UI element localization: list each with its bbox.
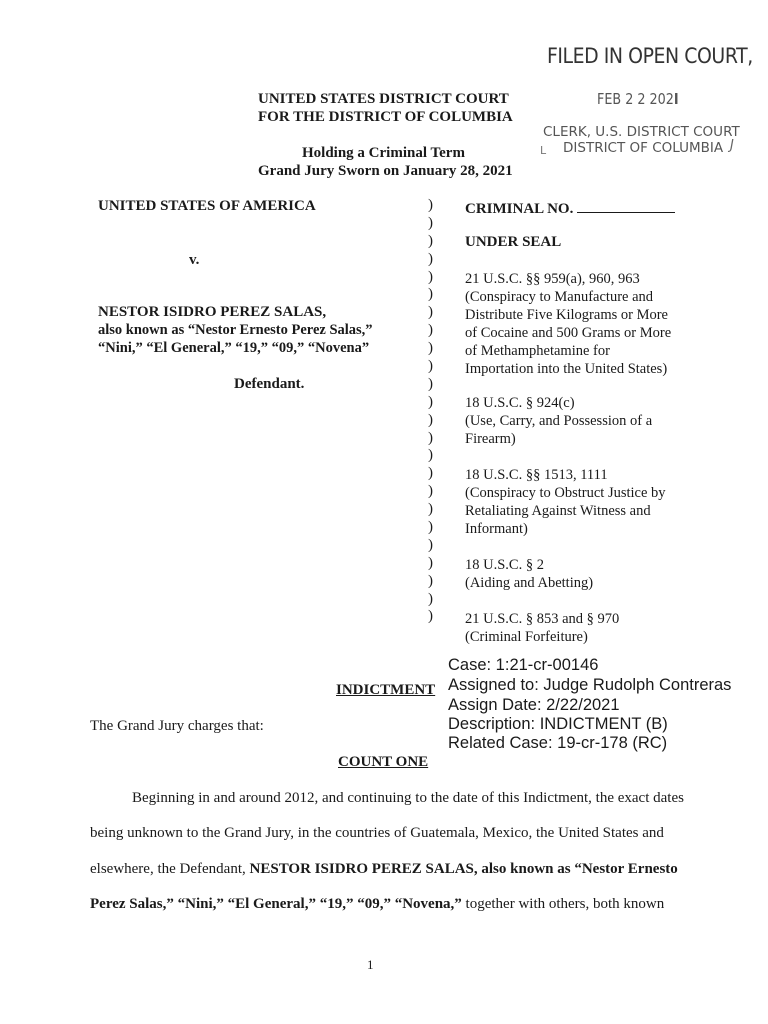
defendant-aka-inline: Perez Salas,” “Nini,” “El General,” “19,” “09,” “Novena,” [90, 896, 462, 912]
defendant-aka-line2: “Nini,” “El General,” “19,” “09,” “Novena” [98, 340, 370, 356]
paren: ) [428, 304, 433, 321]
filed-stamp-title: FILED IN OPEN COURT, [547, 44, 753, 68]
filed-stamp-district: DISTRICT OF COLUMBIA [563, 140, 724, 156]
charge-desc-line: (Conspiracy to Manufacture and [465, 289, 654, 305]
charge-desc-line: Retaliating Against Witness and [465, 503, 651, 519]
paren: ) [428, 232, 433, 249]
paragraph-line: being unknown to the Grand Jury, in the countries of Guatemala, Mexico, the United States and [90, 825, 664, 841]
paragraph-text: together with others, both known [465, 896, 665, 912]
plaintiff-name: UNITED STATES OF AMERICA [98, 198, 316, 214]
charge-desc-line: of Cocaine and 500 Grams or More [465, 325, 672, 341]
charge-statute: 18 U.S.C. §§ 1513, 1111 [465, 467, 608, 483]
paren: ) [428, 483, 433, 500]
paragraph-text: elsewhere, the Defendant, [90, 861, 246, 877]
paren: ) [428, 554, 433, 571]
paren: ) [428, 322, 433, 339]
case-assign-date: Assign Date: 2/22/2021 [448, 696, 620, 714]
defendant-label: Defendant. [234, 376, 305, 392]
charge-desc-line: (Criminal Forfeiture) [465, 629, 588, 645]
charge-1 [465, 270, 671, 378]
page-number: 1 [367, 957, 374, 972]
paren: ) [428, 519, 433, 536]
defendant-name: NESTOR ISIDRO PEREZ SALAS, [98, 304, 327, 320]
charge-2 [465, 394, 652, 448]
term-line1: Holding a Criminal Term [302, 145, 465, 161]
caption-divider-parens [428, 197, 440, 626]
charge-statute: 18 U.S.C. § 2 [465, 557, 544, 573]
case-related: Related Case: 19-cr-178 (RC) [448, 734, 668, 752]
charge-desc-line: Firearm) [465, 431, 516, 447]
filed-stamp-mark-right: J [730, 138, 734, 153]
filed-stamp-date-mark: I [673, 90, 679, 108]
paren: ) [428, 501, 433, 518]
filed-stamp-date [597, 90, 679, 108]
charge-5 [465, 610, 619, 646]
paren: ) [428, 268, 433, 285]
paren: ) [428, 250, 433, 267]
criminal-no-text: CRIMINAL NO. [465, 201, 574, 217]
count-one-heading: COUNT ONE [338, 754, 429, 770]
criminal-no-blank [577, 198, 675, 213]
paren: ) [428, 375, 433, 392]
paren: ) [428, 608, 433, 625]
grand-jury-charges: The Grand Jury charges that: [90, 718, 264, 734]
charge-desc-line: Importation into the United States) [465, 361, 668, 377]
case-number: Case: 1:21-cr-00146 [448, 656, 599, 674]
term-line2: Grand Jury Sworn on January 28, 2021 [258, 163, 513, 179]
charge-desc-line: Distribute Five Kilograms or More [465, 307, 668, 323]
indictment-heading: INDICTMENT [336, 682, 436, 698]
paren: ) [428, 286, 433, 303]
paren: ) [428, 358, 433, 375]
case-description: Description: INDICTMENT (B) [448, 715, 668, 733]
paren: ) [428, 536, 433, 553]
paren: ) [428, 590, 433, 607]
paragraph-line [90, 861, 678, 878]
charge-4 [465, 556, 593, 592]
paren: ) [428, 197, 433, 213]
paren: ) [428, 465, 433, 482]
court-name-line2: FOR THE DISTRICT OF COLUMBIA [258, 109, 513, 125]
charge-desc-line: Informant) [465, 521, 528, 537]
filed-stamp-date-text: FEB 2 2 202 [597, 90, 674, 108]
filed-stamp-mark-left: L [540, 144, 547, 157]
criminal-no-label [465, 198, 675, 218]
case-assigned: Assigned to: Judge Rudolph Contreras [448, 676, 732, 694]
paren: ) [428, 447, 433, 464]
charge-desc-line: (Conspiracy to Obstruct Justice by [465, 485, 666, 501]
filed-stamp-clerk: CLERK, U.S. DISTRICT COURT [543, 124, 740, 140]
charge-3 [465, 466, 666, 538]
charge-statute: 21 U.S.C. § 853 and § 970 [465, 611, 620, 627]
paragraph-line: Beginning in and around 2012, and continuing to the date of this Indictment, the exact dates [132, 790, 684, 806]
defendant-aka-line1: also known as “Nestor Ernesto Perez Salas,” [98, 322, 373, 338]
defendant-name-inline: NESTOR ISIDRO PEREZ SALAS, also known as “Nestor Ernesto [249, 861, 678, 877]
court-name-line1: UNITED STATES DISTRICT COURT [258, 91, 509, 107]
paren: ) [428, 411, 433, 428]
paren: ) [428, 429, 433, 446]
charge-statute: 21 U.S.C. §§ 959(a), 960, 963 [465, 271, 640, 287]
paren: ) [428, 393, 433, 410]
charge-desc-line: (Aiding and Abetting) [465, 575, 594, 591]
charge-desc-line: of Methamphetamine for [465, 343, 610, 359]
paren: ) [428, 572, 433, 589]
paragraph-line [90, 896, 664, 913]
charge-statute: 18 U.S.C. § 924(c) [465, 395, 575, 411]
versus-label: v. [189, 252, 200, 268]
paren: ) [428, 340, 433, 357]
under-seal-label: UNDER SEAL [465, 234, 562, 250]
paren: ) [428, 214, 433, 231]
charge-desc-line: (Use, Carry, and Possession of a [465, 413, 653, 429]
